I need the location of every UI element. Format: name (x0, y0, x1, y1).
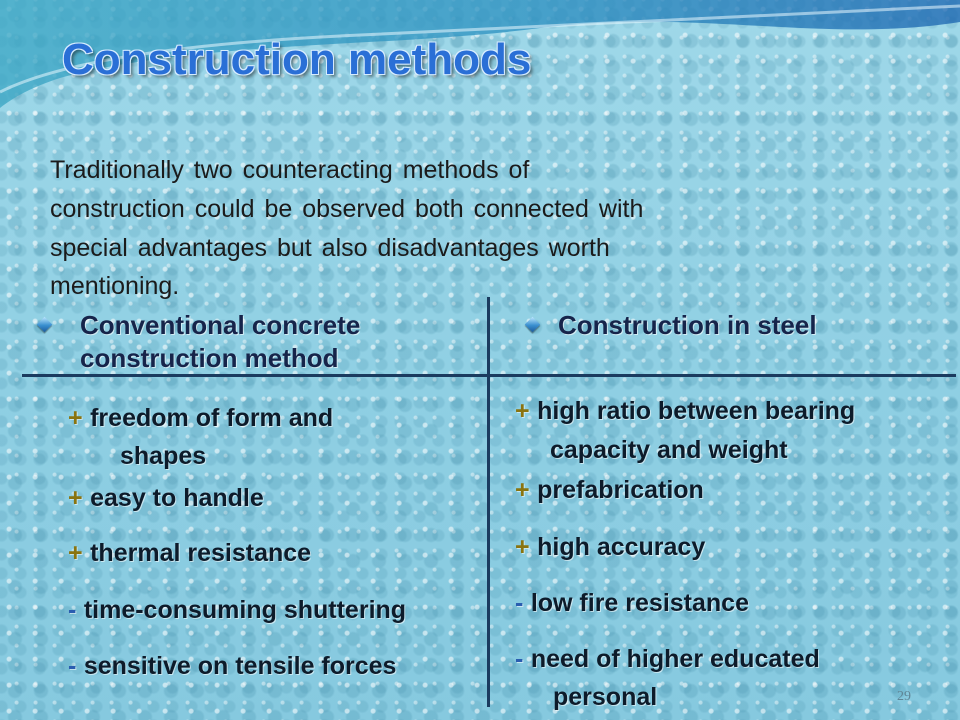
plus-sign: + (68, 539, 83, 567)
header-line: Conventional concrete (80, 310, 361, 340)
intro-line: special advantages but also disadvantages worth (50, 234, 610, 262)
diamond-bullet-icon (525, 317, 541, 333)
item-text: time-consuming shuttering (83, 596, 407, 624)
minus-sign: - (515, 645, 524, 673)
minus-sign: - (515, 589, 524, 617)
minus-sign: - (68, 652, 77, 680)
diamond-bullet-icon (37, 317, 53, 333)
item-text: high ratio between bearing (537, 397, 856, 425)
list-item (515, 530, 705, 564)
item-text: high accuracy (537, 533, 706, 561)
item-text: freedom of form and (90, 404, 334, 432)
list-item (515, 642, 820, 676)
list-item (515, 586, 749, 620)
item-text: easy to handle (90, 484, 264, 512)
list-item-continuation: shapes (120, 442, 207, 470)
list-item (68, 536, 311, 570)
intro-line: construction could be observed both connected with (50, 195, 644, 223)
list-item (68, 401, 333, 435)
intro-line: Traditionally two counteracting methods of (50, 156, 530, 184)
item-text: low fire resistance (530, 589, 749, 617)
list-item (68, 593, 406, 627)
item-text: sensitive on tensile forces (83, 652, 397, 680)
header-line: Construction in steel (558, 310, 817, 340)
list-item-continuation: personal (553, 683, 658, 711)
item-text: thermal resistance (90, 539, 312, 567)
list-item (515, 473, 704, 507)
plus-sign: + (68, 484, 83, 512)
page-number: 29 (897, 689, 911, 704)
plus-sign: + (515, 397, 530, 425)
column-divider-vertical (487, 297, 490, 707)
header-line: construction method (80, 343, 339, 373)
list-item (68, 481, 264, 515)
item-text: need of higher educated (530, 645, 820, 673)
list-item (68, 649, 396, 683)
intro-line: mentioning. (50, 272, 180, 300)
plus-sign: + (515, 476, 530, 504)
plus-sign: + (515, 533, 530, 561)
slide-title: Construction methods (62, 35, 532, 84)
plus-sign: + (68, 404, 83, 432)
minus-sign: - (68, 596, 77, 624)
list-item (515, 394, 855, 428)
item-text: prefabrication (537, 476, 704, 504)
list-item-continuation: capacity and weight (550, 436, 788, 464)
